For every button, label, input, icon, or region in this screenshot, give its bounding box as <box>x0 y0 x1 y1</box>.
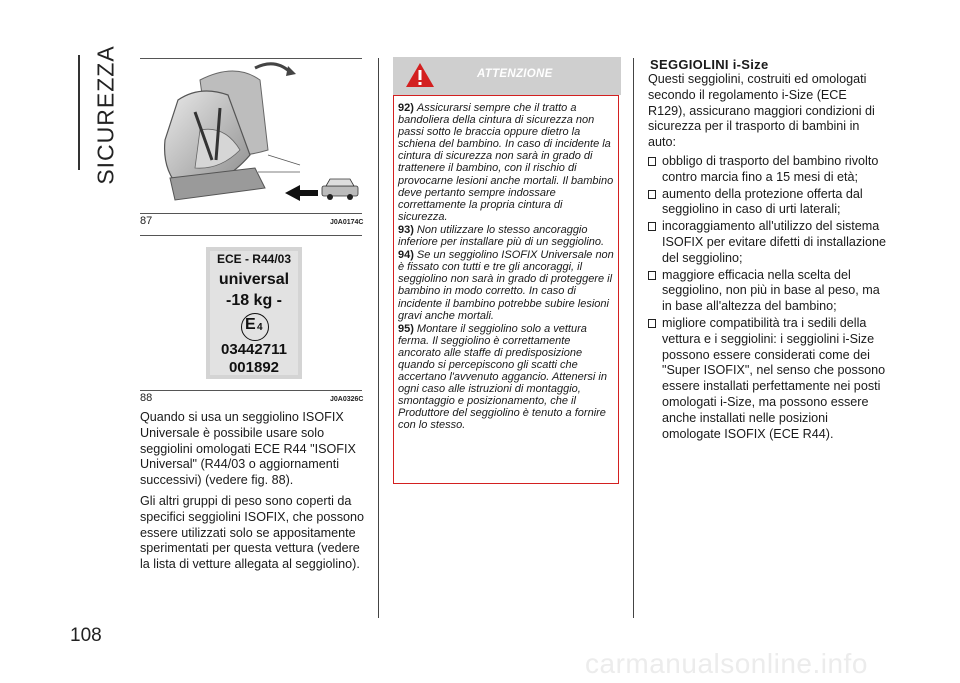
figure-87-code: J0A0174C <box>330 219 364 226</box>
label-code-1: 03442711 <box>221 341 287 358</box>
figure-87-number: 87 <box>140 215 153 227</box>
warning-header <box>393 57 621 95</box>
page-number: 108 <box>70 625 102 646</box>
figure-88-code: J0A0326C <box>330 396 364 403</box>
label-line-3: -18 kg - <box>225 292 282 309</box>
warning-box <box>393 95 619 484</box>
label-line-2: universal <box>218 271 290 288</box>
figure-87-top-rule <box>140 58 362 59</box>
warning-item-text: Assicurarsi sempre che il tratto a bandoliera della cintura di sicurezza non passi sotto le braccia oppure dietro la schiena del bambino. In caso di incidente la cintura di sicurezza non sarà in grado di trattenere il bambino, con il rischio di provocarne lesioni anche mortali. Il bambino deve pertanto sempre indossare correttamente la propria cintura di sicurezza. <box>398 102 614 223</box>
warning-item <box>398 224 614 248</box>
list-item <box>648 316 888 442</box>
list-item <box>648 154 888 186</box>
e-mark-circle <box>241 313 269 341</box>
paragraph: Gli altri gruppi di peso sono coperti da specifici seggiolini ISOFIX, che possono essere utilizzati solo se appositamente sperimentati per questa vettura (vedere la lista di vetture allegata al seggiolino). <box>140 493 365 572</box>
child-seat-illustration <box>140 60 362 212</box>
figure-87-bottom-rule <box>140 213 362 214</box>
list-item <box>648 268 888 315</box>
e-mark-number: 4 <box>257 322 263 333</box>
watermark: carmanualsonline.info <box>585 648 868 679</box>
list-item-text: aumento della protezione offerta dal seggiolino in caso di urti laterali; <box>662 186 863 217</box>
list-item-text: incoraggiamento all'utilizzo del sistema ISOFIX per evitare difetti di installazione del seggiolino; <box>662 219 886 265</box>
paragraph: Quando si usa un seggiolino ISOFIX Universale è possibile usare solo seggiolini omologati ECE R44 "ISOFIX Universal" (R44/03 o aggiornamenti successivi) (vedere fig. 88). <box>140 410 356 488</box>
list-item <box>648 187 888 219</box>
warning-item-text: Non utilizzare lo stesso ancoraggio inferiore per installare più di un seggiolino. <box>398 223 605 249</box>
warning-item-text: Montare il seggiolino solo a vettura ferma. Il seggiolino è correttamente ancorato alle staffe di predisposizione quando si percepiscono gli scatti che accertano l'avvenuto aggancio. Attenersi in ogni caso alle istruzioni di montaggio, smontaggio e posizionamento, che il Produttore del seggiolino è tenuto a fornire con lo stesso. <box>398 322 607 432</box>
bullet-square-icon <box>648 190 656 199</box>
figure-88-number: 88 <box>140 392 153 404</box>
warning-triangle-icon <box>405 62 435 88</box>
list-item <box>648 219 888 266</box>
ece-approval-label <box>206 247 302 379</box>
warning-item <box>398 323 614 432</box>
figure-88-top-rule <box>140 235 362 236</box>
warning-item-number: 92) <box>398 102 414 114</box>
list-item-text: migliore compatibilità tra i sedili della vettura e i seggiolini: i seggiolini i-Size possono essere considerati come dei "Super ISOFIX", nel senso che possono essere installati perfettamente nei posti omologati i-Size, ma possono essere anche installati nelle posizioni omologate ISOFIX (ECE R44). <box>662 315 886 441</box>
warning-item-number: 94) <box>398 249 414 262</box>
label-code-2: 001892 <box>228 359 280 376</box>
warning-item <box>398 249 614 322</box>
list-item-text: obbligo di trasporto del bambino rivolto contro marcia fino a 15 mesi di età; <box>662 153 879 184</box>
column-divider-left <box>378 58 379 618</box>
warning-item-text: Se un seggiolino ISOFIX Universale non è fissato con tutti e tre gli ancoraggi, il seggiolino non sarà in grado di proteggere il bambino in modo corretto. In caso di incidente il bambino potrebbe subire lesioni gravi anche mortali. <box>398 249 614 322</box>
bullet-square-icon <box>648 157 656 166</box>
bullet-square-icon <box>648 319 656 328</box>
bullet-square-icon <box>648 222 656 231</box>
list-item-text: maggiore efficacia nella scelta del seggiolino, non più in base al peso, ma in base all'altezza del bambino; <box>662 267 880 314</box>
left-column-text <box>140 410 366 578</box>
figure-88-bottom-rule <box>140 390 362 391</box>
warning-item-number: 95) <box>398 322 414 335</box>
section-tab-line <box>78 55 80 170</box>
warning-item <box>398 102 614 223</box>
label-line-1: ECE - R44/03 <box>216 252 292 266</box>
e-mark-letter: E <box>245 316 256 333</box>
intro-paragraph: Questi seggiolini, costruiti ed omologati secondo il regolamento i-Size (ECE R129), assicurano maggiori condizioni di sicurezza per il trasporto di bambini in auto: <box>648 72 875 150</box>
section-tab <box>78 45 119 185</box>
column-divider-right <box>633 58 634 618</box>
warning-title: ATTENZIONE <box>477 68 553 80</box>
section-heading: SEGGIOLINI i-Size <box>650 57 769 72</box>
bullet-square-icon <box>648 271 656 280</box>
warning-item-number: 93) <box>398 223 414 236</box>
right-column-text <box>648 72 888 443</box>
section-title: SICUREZZA <box>92 45 119 185</box>
